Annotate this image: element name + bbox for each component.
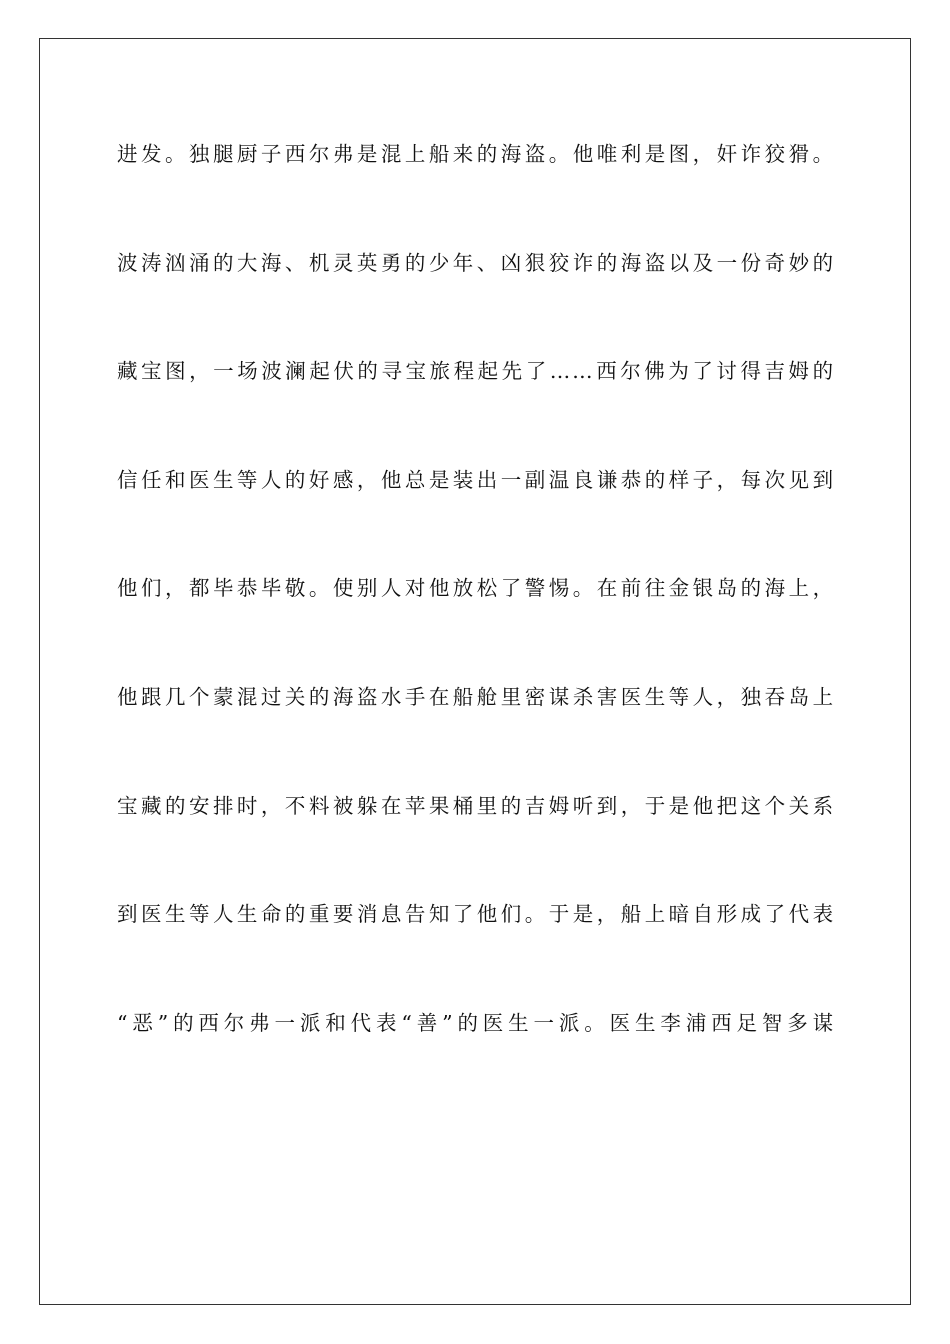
text-line: “恶”的西尔弗一派和代表“善”的医生一派。医生李浦西足智多谋 <box>117 1010 835 1035</box>
text-line: 藏宝图，一场波澜起伏的寻宝旅程起先了……西尔佛为了讨得吉姆的 <box>117 359 835 384</box>
text-line: 他跟几个蒙混过关的海盗水手在船舱里密谋杀害医生等人，独吞岛上 <box>117 684 835 709</box>
text-line: 信任和医生等人的好感，他总是装出一副温良谦恭的样子，每次见到 <box>117 467 835 492</box>
text-line: 波涛汹涌的大海、机灵英勇的少年、凶狠狡诈的海盗以及一份奇妙的 <box>117 250 835 275</box>
text-line: 他们，都毕恭毕敬。使别人对他放松了警惕。在前往金银岛的海上， <box>117 576 835 601</box>
text-line: 宝藏的安排时，不料被躲在苹果桶里的吉姆听到，于是他把这个关系 <box>117 793 835 818</box>
text-line: 进发。独腿厨子西尔弗是混上船来的海盗。他唯利是图，奸诈狡猾。 <box>117 142 835 166</box>
document-body <box>117 133 835 1110</box>
text-line: 到医生等人生命的重要消息告知了他们。于是，船上暗自形成了代表 <box>117 902 835 927</box>
